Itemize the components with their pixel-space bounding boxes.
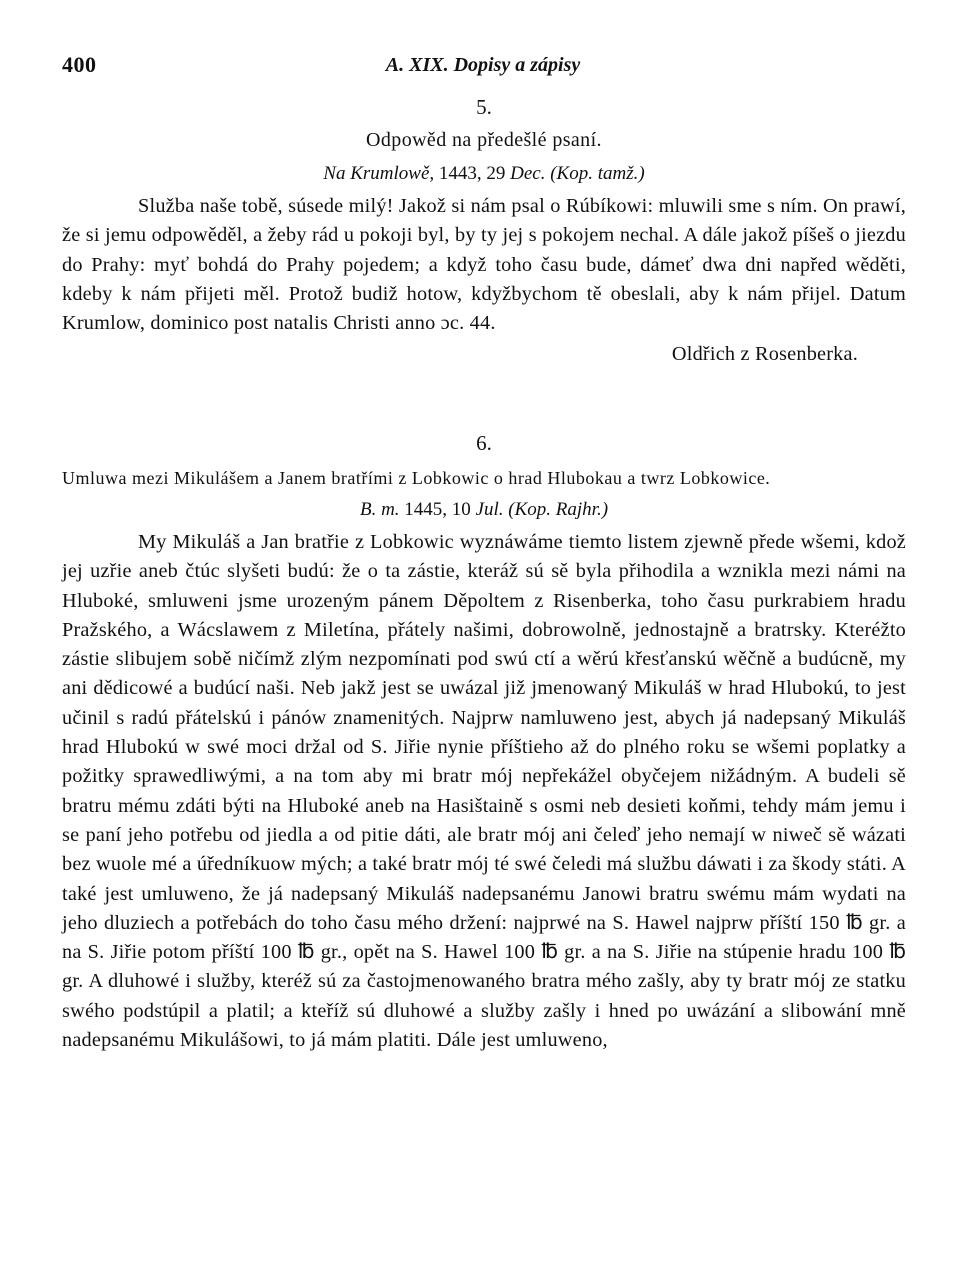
dateline-date: 1443, 29 xyxy=(438,163,506,184)
page-header xyxy=(62,52,904,82)
section-number: 5. xyxy=(476,95,492,119)
dateline-source: (Kop. tamž.) xyxy=(550,163,645,184)
section-dateline xyxy=(62,496,906,524)
section-6 xyxy=(62,430,906,1055)
section-body: Služba naše tobě, súsede milý! Jakož si nám psal o Rúbíkowi: mluwili sme s ním. On prawí, že si jemu odpowěděl, a žeby rád u pokoji byl, by ty jej s pokojem nechal. A dále jakož píšeš o jiezdu do Prahy: myť bohdá do Prahy pojedem; a když toho času bude, dámeť dwa dni napřed wěděti, kdeby k nám přijeti měl. Protož budiž hotow, kdyžbychom tě obeslali, aby k nám přijel. Datum Krumlow, dominico post natalis Christi anno ɔc. 44. xyxy=(62,195,906,335)
section-signature: Oldřich z Rosenberka. xyxy=(671,343,858,366)
section-heading: Umluwa mezi Mikulášem a Janem bratřími z Lobkowic o hrad Hlubokau a twrz Lobkowice. xyxy=(62,468,771,488)
dateline-place: B. m. xyxy=(359,499,400,520)
page-number: 400 xyxy=(62,52,97,77)
dateline-month: Dec. xyxy=(510,163,546,184)
section-5 xyxy=(62,94,906,369)
dateline-month: Jul. xyxy=(475,499,504,520)
section-body: My Mikuláš a Jan bratřie z Lobkowic wyznáwáme tiemto listem zjewně přede wšemi, kdož jej uzřie aneb čtúc slyšeti budú: že o ta zástie, kteráž sú sě byla přihodila a wznikla mezi námi na Hluboké, smluweni jsme urozeným pánem Děpoltem z Risenberka, toho času purkrabiem hradu Pražského, a Wácslawem z Miletína, přátely našimi, dobrowolně, jednostajně a bratrsky. Kteréžto zástie slibujem sobě ničímž zlým nezpomínati pod swú ctí a wěrú křesťanskú wěčně a budúcně, my ani dědicowé a budúcí naši. Neb jakž jest se uwázal již jmenowaný Mikuláš w hrad Hlubokú, to jest učinil s radú přátelskú i pánów znamenitých. Najprw namluweno jest, abych já nadepsaný Mikuláš hrad Hlubokú w swé moci držal od S. Jiřie nynie příštieho až do plného roku se wšemi poplatky a požitky sprawedliwými, a na tom aby mi bratr mój nepřekážel obyčejem nižádným. A budeli sě bratru mému zdáti býti na Hluboké aneb na Hasištaině s osmi neb desieti koňmi, tehdy mám jemu i se paní jeho potřebu od jiedla a od pitie dáti, ale bratr mój ani čeleď jeho nemají w niweč sě wázati bez wuole mé a úředníkuow mých; a také bratr mój té swé čeledi má službu dáwati i za škody státi. A také jest umluweno, že já nadepsaný Mikuláš nadepsanému Janowi bratru swému mám wydati na jeho dluziech a potřebách do toho času mého držení: najprwé na S. Hawel najprw příští 150 ℔ gr. a na S. Jiřie potom příští 100 ℔ gr., opět na S. Hawel 100 ℔ gr. a na S. Jiřie na stúpenie hradu 100 ℔ gr. A dluhowé i služby, kteréž sú za častojmenowaného bratra mého zašly, aby ty bratr mój ze statku swého podstúpil a platil; a kteříž sú dluhowé a služby zašly i hned po uwázání a slibowání mně nadepsanému Mikulášowi, to já mám platiti. Dále jest umluweno, xyxy=(62,531,906,1052)
section-dateline xyxy=(62,160,906,188)
dateline-place: Na Krumlowě, xyxy=(323,163,435,184)
dateline-date: 1445, 10 xyxy=(404,499,471,520)
dateline-source: (Kop. Rajhr.) xyxy=(508,499,609,520)
section-heading: Odpowěd na předešlé psaní. xyxy=(366,129,602,151)
section-number: 6. xyxy=(476,431,492,455)
running-head: A. XIX. Dopisy a zápisy xyxy=(385,54,581,76)
